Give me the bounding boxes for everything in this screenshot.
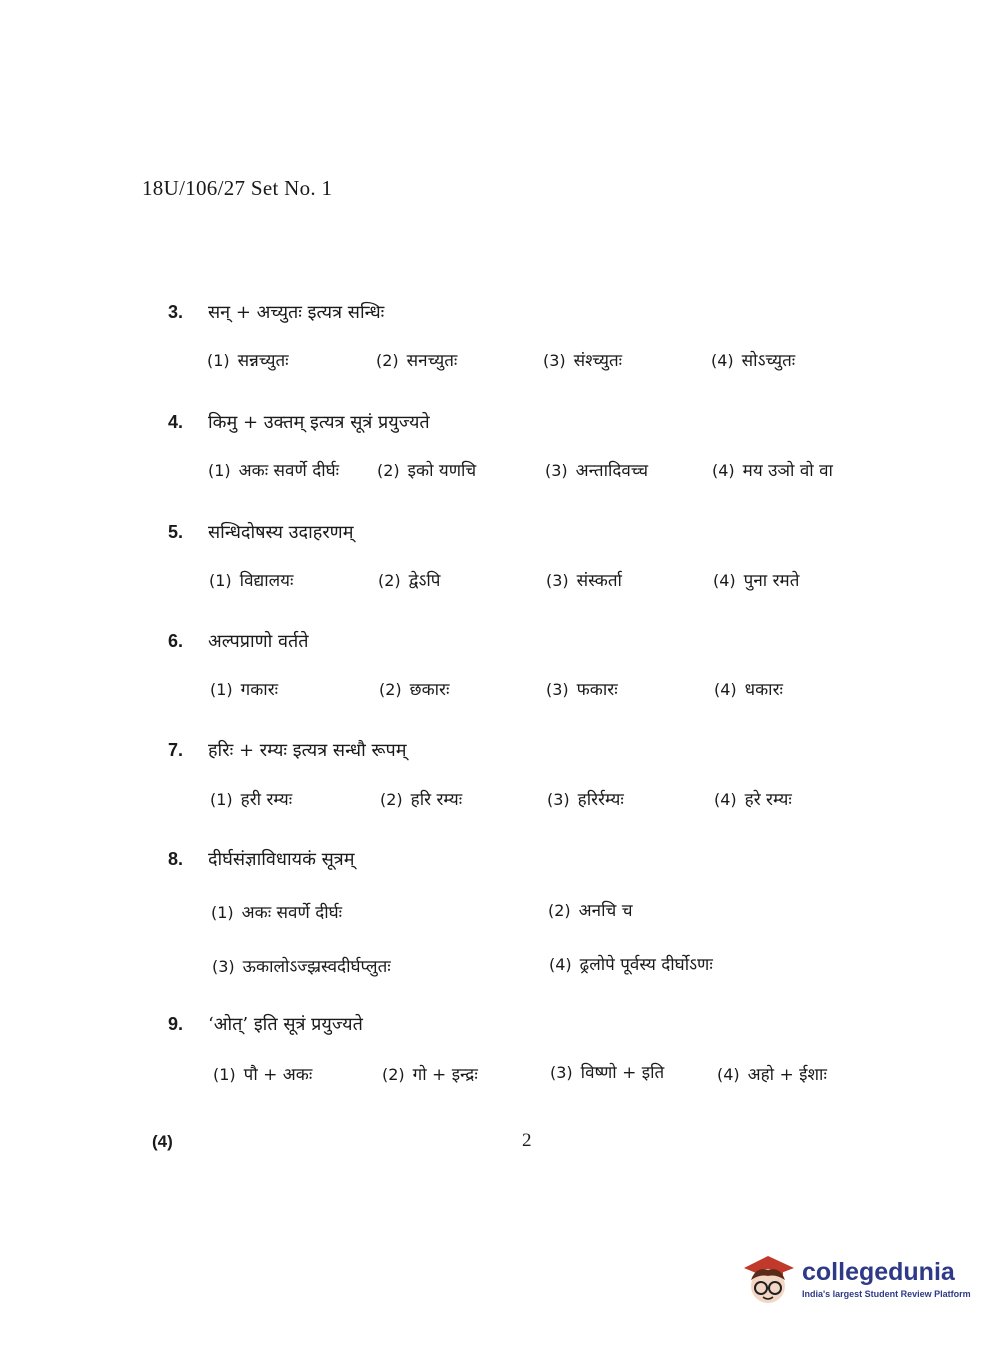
question-number: 9. — [168, 1014, 184, 1034]
option-number: (4) — [712, 461, 735, 480]
option — [713, 568, 799, 591]
question-9 — [168, 1012, 363, 1036]
option-number: (3) — [547, 790, 570, 809]
question-text: हरिः + रम्यः इत्यत्र सन्धौ रूपम् — [208, 740, 407, 761]
question-text: सन् + अच्युतः इत्यत्र सन्धिः — [208, 302, 385, 323]
option-text: इको यणचि — [407, 461, 477, 481]
option-number: (2) — [548, 901, 571, 920]
option — [376, 348, 457, 371]
question-8 — [168, 847, 354, 871]
option — [378, 568, 440, 591]
option — [209, 568, 293, 591]
option-number: (1) — [210, 680, 233, 699]
option-text: पुना रमते — [743, 571, 800, 591]
option-text: हरि रम्यः — [410, 790, 463, 810]
option-number: (1) — [211, 903, 234, 922]
option-text: गकारः — [240, 680, 279, 700]
option-text: संश्च्युतः — [573, 351, 623, 371]
question-4 — [168, 410, 430, 434]
option — [550, 1060, 664, 1083]
option-text: सनच्युतः — [406, 351, 458, 371]
question-number: 6. — [168, 631, 184, 651]
collegedunia-logo — [738, 1250, 971, 1308]
option-number: (3) — [546, 571, 569, 590]
option-number: (3) — [550, 1063, 573, 1082]
question-text: किमु + उक्तम् इत्यत्र सूत्रं प्रयुज्यते — [208, 412, 430, 433]
option-text: विद्यालयः — [239, 571, 294, 591]
option-text: संस्कर्ता — [576, 571, 622, 591]
option-text: धकारः — [744, 680, 783, 700]
option-text: हरी रम्यः — [240, 790, 293, 810]
brand-name: collegedunia — [802, 1257, 955, 1286]
option-number: (4) — [714, 790, 737, 809]
question-6 — [168, 629, 309, 653]
question-text: ‘ओत्’ इति सूत्रं प्रयुज्यते — [208, 1014, 363, 1035]
option-text: ढ्रलोपे पूर्वस्य दीर्घोऽणः — [579, 955, 713, 975]
footer-mark: (4) — [152, 1132, 173, 1151]
option — [546, 677, 618, 700]
option — [379, 677, 449, 700]
option — [712, 458, 833, 481]
option — [546, 568, 622, 591]
question-number: 3. — [168, 302, 184, 322]
option — [545, 458, 648, 481]
option — [213, 1062, 312, 1085]
option-number: (2) — [379, 680, 402, 699]
question-text: अल्पप्राणो वर्तते — [208, 631, 309, 652]
question-text: दीर्घसंज्ञाविधायकं सूत्रम् — [208, 849, 355, 870]
option-number: (3) — [543, 351, 566, 370]
option-number: (4) — [717, 1065, 740, 1084]
option — [377, 458, 476, 481]
option-text: मय उञो वो वा — [742, 461, 833, 481]
option-number: (2) — [382, 1065, 405, 1084]
option — [714, 787, 792, 810]
option — [711, 348, 795, 371]
option — [547, 787, 624, 810]
question-number: 4. — [168, 412, 184, 432]
page-number: 2 — [522, 1130, 532, 1151]
option-number: (3) — [212, 957, 235, 976]
brand-tagline: India's largest Student Review Platform — [802, 1288, 971, 1299]
option — [714, 677, 783, 700]
option — [382, 1062, 478, 1085]
option-text: फकारः — [576, 680, 618, 700]
question-text: सन्धिदोषस्य उदाहरणम् — [208, 522, 354, 543]
option — [207, 348, 289, 371]
option — [210, 787, 292, 810]
option-number: (1) — [207, 351, 230, 370]
option — [211, 900, 342, 923]
option — [717, 1062, 827, 1085]
option-number: (3) — [546, 680, 569, 699]
option-text: अन्तादिवच्च — [575, 461, 649, 481]
option-text: अकः सवर्णे दीर्घः — [241, 903, 343, 923]
question-number: 7. — [168, 740, 184, 760]
option-text: विष्णो + इति — [580, 1063, 665, 1083]
option — [380, 787, 462, 810]
option — [543, 348, 622, 371]
option-number: (4) — [549, 955, 572, 974]
option-text: सन्नच्युतः — [237, 351, 289, 371]
option-number: (1) — [210, 790, 233, 809]
set-code: 18U/106/27 Set No. 1 — [142, 176, 333, 200]
question-number: 8. — [168, 849, 184, 869]
option — [549, 952, 713, 975]
option-number: (4) — [711, 351, 734, 370]
option-text: ऊकालोऽज्झ्रस्वदीर्घप्लुतः — [242, 957, 391, 977]
option-number: (2) — [376, 351, 399, 370]
option-number: (3) — [545, 461, 568, 480]
question-5 — [168, 520, 353, 544]
mascot-icon — [738, 1250, 796, 1308]
option-text: द्वेऽपि — [408, 571, 441, 591]
option-text: सोऽच्युतः — [741, 351, 796, 371]
option-number: (4) — [713, 571, 736, 590]
question-7 — [168, 738, 407, 762]
option-text: अकः सवर्णे दीर्घः — [238, 461, 340, 481]
option-text: अहो + ईशाः — [747, 1065, 827, 1085]
option-number: (1) — [209, 571, 232, 590]
option — [212, 954, 391, 977]
option-text: छकारः — [409, 680, 450, 700]
option-number: (2) — [380, 790, 403, 809]
option-number: (1) — [213, 1065, 236, 1084]
option-text: हरे रम्यः — [744, 790, 792, 810]
option — [210, 677, 278, 700]
option-number: (4) — [714, 680, 737, 699]
option-text: पौ + अकः — [243, 1065, 313, 1085]
option-number: (2) — [377, 461, 400, 480]
option-text: गो + इन्द्रः — [412, 1065, 478, 1085]
option — [548, 898, 633, 921]
question-3 — [168, 300, 384, 324]
question-number: 5. — [168, 522, 184, 542]
option-text: हरिर्रम्यः — [577, 790, 624, 810]
option-text: अनचि च — [578, 901, 633, 921]
option-number: (1) — [208, 461, 231, 480]
option — [208, 458, 339, 481]
option-number: (2) — [378, 571, 401, 590]
